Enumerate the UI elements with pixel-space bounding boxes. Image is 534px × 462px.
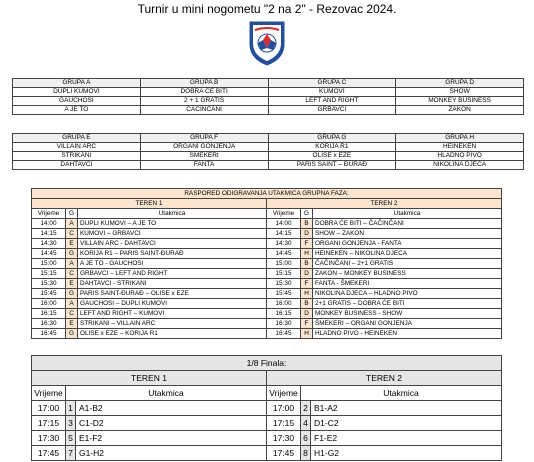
schedule-title: RASPORED ODIGRAVANJA UTAKMICA GRUPNA FAZA:	[32, 189, 502, 199]
group-header: GRUPA F	[140, 134, 268, 143]
match-time: 16:30	[32, 319, 66, 329]
match-time: 16:45	[32, 329, 66, 339]
match-group: E	[66, 239, 78, 249]
match-time: 15:15	[32, 269, 66, 279]
match-group: D	[301, 229, 313, 239]
match-time: 14:30	[267, 239, 301, 249]
match-teams: 2+1 GRATIS – DOBRA ĆE BITI	[313, 299, 502, 309]
match-teams: DUPLI KUMOVI – A JE TO	[78, 219, 267, 229]
match-time: 17:15	[32, 416, 66, 431]
match-number: 1	[66, 401, 76, 416]
team-cell: DUPLI KUMOVI	[13, 88, 141, 97]
team-cell: KORIJA R1	[268, 143, 396, 152]
match-pairing: H1-G2	[311, 446, 502, 461]
table-row	[32, 299, 502, 309]
match-pairing: D1-C2	[311, 416, 502, 431]
match-time: 15:00	[32, 259, 66, 269]
match-group: F	[301, 239, 313, 249]
team-cell: VILLAIN ARC	[13, 143, 141, 152]
team-cell: LEFT AND RIGHT	[268, 97, 396, 106]
match-teams: DOBRA ĆE BITI – ČAČINČANI	[313, 219, 502, 229]
match-time: 15:45	[32, 289, 66, 299]
group-header: GRUPA H	[396, 134, 524, 143]
match-time: 16:15	[267, 309, 301, 319]
match-group: H	[301, 289, 313, 299]
match-group: G	[66, 289, 78, 299]
match-time: 17:00	[32, 401, 66, 416]
table-row	[32, 239, 502, 249]
match-teams: NIKOLINA DJECA – HLADNO PIVO	[313, 289, 502, 299]
team-cell: ŠMEKERI	[140, 152, 268, 161]
match-time: 14:15	[267, 229, 301, 239]
match-time: 14:00	[32, 219, 66, 229]
team-cell: FANTA	[140, 161, 268, 170]
team-cell: ZAKON	[396, 106, 524, 115]
col-match-header: Utakmica	[66, 386, 267, 401]
team-cell: HEINEKEN	[396, 143, 524, 152]
match-pairing: E1-F2	[76, 431, 267, 446]
round-of-16-table	[31, 355, 502, 461]
team-cell: STRIKANI	[13, 152, 141, 161]
match-time: 14:45	[32, 249, 66, 259]
col-match-header: Utakmica	[78, 209, 267, 219]
match-number: 4	[301, 416, 311, 431]
match-group: H	[301, 329, 313, 339]
col-time-header: Vrijeme	[32, 209, 66, 219]
match-group: B	[301, 219, 313, 229]
match-teams: GAUCHOSI – DUPLI KUMOVI	[78, 299, 267, 309]
match-teams: FANTA - ŠMEKERI	[313, 279, 502, 289]
table-row	[32, 319, 502, 329]
group-stage-schedule-table	[31, 188, 502, 339]
table-row	[32, 309, 502, 319]
match-number: 5	[66, 431, 76, 446]
team-cell: NIKOLINA DJECA	[396, 161, 524, 170]
team-cell: OLISE x EZE	[268, 152, 396, 161]
match-teams: STRIKANI – VILLAIN ARC	[78, 319, 267, 329]
team-cell: ORGANI GONJENJA	[140, 143, 268, 152]
match-time: 15:30	[32, 279, 66, 289]
team-cell: ČAČINČANI	[140, 106, 268, 115]
match-pairing: B1-A2	[311, 401, 502, 416]
match-group: E	[66, 319, 78, 329]
match-time: 16:30	[267, 319, 301, 329]
table-row	[32, 279, 502, 289]
col-time-header: Vrijeme	[32, 386, 66, 401]
group-header: GRUPA C	[268, 79, 396, 88]
match-teams: ŠMEKERI – ORGANI GONJENJA	[313, 319, 502, 329]
group-header: GRUPA B	[140, 79, 268, 88]
match-time: 14:30	[32, 239, 66, 249]
team-cell: GAUCHOSI	[13, 97, 141, 106]
match-group: C	[66, 229, 78, 239]
match-teams: GRBAVCI – LEFT AND RIGHT	[78, 269, 267, 279]
team-cell: DOBRA ĆE BITI	[140, 88, 268, 97]
match-teams: OLISE x EZE – KORIJA R1	[78, 329, 267, 339]
match-time: 16:45	[267, 329, 301, 339]
match-number: 2	[301, 401, 311, 416]
match-pairing: F1-E2	[311, 431, 502, 446]
match-group: C	[66, 309, 78, 319]
match-time: 16:00	[267, 299, 301, 309]
match-teams: ČAČINČANI – 2+1 GRATIS	[313, 259, 502, 269]
match-group: G	[66, 329, 78, 339]
match-teams: ZAKON – MONKEY BUSINESS	[313, 269, 502, 279]
col-group-header: G	[66, 209, 78, 219]
teren-1-header: TEREN 1	[32, 371, 267, 386]
match-number: 6	[301, 431, 311, 446]
match-group: D	[301, 309, 313, 319]
table-row	[32, 219, 502, 229]
match-group: D	[301, 269, 313, 279]
match-time: 17:00	[267, 401, 301, 416]
table-row	[32, 416, 502, 431]
match-number: 7	[66, 446, 76, 461]
table-row	[32, 229, 502, 239]
match-teams: DAHTAVCI - STRIKANI	[78, 279, 267, 289]
col-time-header: Vrijeme	[267, 386, 301, 401]
teren-2-header: TEREN 2	[267, 199, 502, 209]
match-teams: HLADNO PIVO - HEINEKEN	[313, 329, 502, 339]
match-group: B	[301, 259, 313, 269]
match-group: H	[301, 249, 313, 259]
match-time: 17:45	[32, 446, 66, 461]
table-row	[32, 269, 502, 279]
match-teams: SHOW – ZAKON	[313, 229, 502, 239]
table-row	[32, 289, 502, 299]
match-number: 3	[66, 416, 76, 431]
team-cell: 2 + 1 GRATIS	[140, 97, 268, 106]
match-group: C	[66, 269, 78, 279]
match-group: B	[301, 299, 313, 309]
match-time: 15:15	[267, 269, 301, 279]
match-group: F	[301, 279, 313, 289]
team-cell: DAHTAVCI	[13, 161, 141, 170]
team-cell: PARIS SAINT – ĐURAĐ	[268, 161, 396, 170]
teren-1-header: TEREN 1	[32, 199, 267, 209]
team-cell: GRBAVCI	[268, 106, 396, 115]
table-row	[32, 446, 502, 461]
groups-table-e-h	[12, 133, 524, 170]
match-time: 14:00	[267, 219, 301, 229]
match-time: 14:45	[267, 249, 301, 259]
final-title: 1/8 Finala:	[32, 356, 502, 371]
col-time-header: Vrijeme	[267, 209, 301, 219]
match-group: G	[66, 249, 78, 259]
teren-2-header: TEREN 2	[267, 371, 502, 386]
match-time: 15:45	[267, 289, 301, 299]
team-cell: MONKEY BUSINESS	[396, 97, 524, 106]
team-cell: A JE TO	[13, 106, 141, 115]
group-header: GRUPA D	[396, 79, 524, 88]
match-teams: MONKEY BUSINESS - SHOW	[313, 309, 502, 319]
col-match-header: Utakmica	[313, 209, 502, 219]
match-teams: KUMOVI – GRBAVCI	[78, 229, 267, 239]
page-title: Turnir u mini nogometu "2 na 2" - Rezovac 2024.	[137, 2, 397, 16]
group-header: GRUPA E	[13, 134, 141, 143]
team-cell: KUMOVI	[268, 88, 396, 97]
col-match-header: Utakmica	[301, 386, 502, 401]
match-teams: HEINEKEN – NIKOLINA DJECA	[313, 249, 502, 259]
match-time: 16:00	[32, 299, 66, 309]
match-time: 17:30	[32, 431, 66, 446]
match-number: 8	[301, 446, 311, 461]
match-teams: LEFT AND RIGHT – KUMOVI	[78, 309, 267, 319]
table-row	[32, 259, 502, 269]
match-group: A	[66, 259, 78, 269]
match-time: 17:30	[267, 431, 301, 446]
match-pairing: A1-B2	[76, 401, 267, 416]
team-cell: SHOW	[396, 88, 524, 97]
match-pairing: G1-H2	[76, 446, 267, 461]
match-group: F	[301, 319, 313, 329]
match-time: 15:30	[267, 279, 301, 289]
match-group: A	[66, 299, 78, 309]
match-time: 15:00	[267, 259, 301, 269]
match-teams: VILLAIN ARC - DAHTAVCI	[78, 239, 267, 249]
table-row	[32, 401, 502, 416]
match-teams: A JE TO - GAUCHOSI	[78, 259, 267, 269]
match-teams: PARIS SAINT-ĐURAĐ – OLISE x EZE	[78, 289, 267, 299]
match-group: E	[66, 279, 78, 289]
match-teams: ORGANI GONJENJA - FANTA	[313, 239, 502, 249]
group-header: GRUPA G	[268, 134, 396, 143]
col-group-header: G	[301, 209, 313, 219]
table-row	[32, 431, 502, 446]
match-time: 17:45	[267, 446, 301, 461]
group-header: GRUPA A	[13, 79, 141, 88]
match-time: 14:15	[32, 229, 66, 239]
table-row	[32, 329, 502, 339]
match-time: 17:15	[267, 416, 301, 431]
club-crest-logo	[247, 18, 287, 66]
match-group: A	[66, 219, 78, 229]
match-pairing: C1-D2	[76, 416, 267, 431]
table-row	[32, 249, 502, 259]
match-time: 16:15	[32, 309, 66, 319]
team-cell: HLADNO PIVO	[396, 152, 524, 161]
groups-table-a-d	[12, 78, 524, 115]
match-teams: KORIJA R1 – PARIS SAINT-ĐURAĐ	[78, 249, 267, 259]
